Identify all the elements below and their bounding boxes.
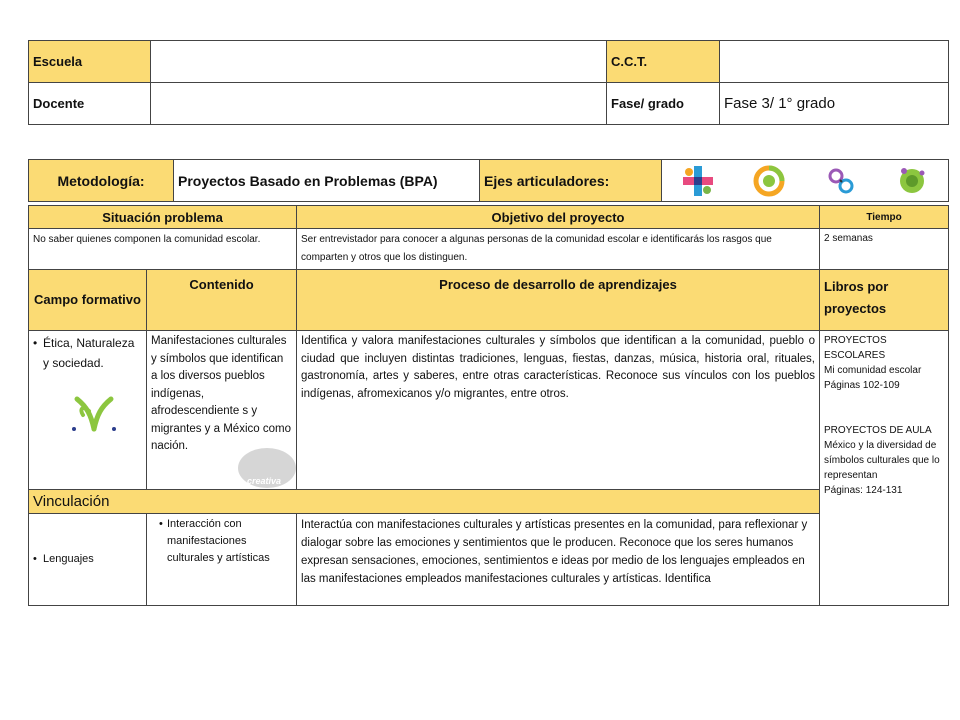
proceso-value: Identifica y valora manifestaciones culturales y símbolos que identifican a la comunidad, pueblo o ciudad que incluyen distintas tradiciones, lenguas, fiestas, danzas, música, historia oral, rituales, gastronomía, artes y saberes, entre otras características. Reconoce sus vínculos con los pueblos indígenas, afromexicanos y/o migrantes, entre otros. xyxy=(297,331,820,490)
igualdad-genero-icon xyxy=(824,164,858,198)
ejes-icons xyxy=(662,160,949,202)
campo-value: Ética, Naturaleza y sociedad. xyxy=(43,336,135,370)
objetivo-value: Ser entrevistador para conocer a algunas personas de la comunidad escolar e identificarás los rasgos que comparten y otros que los distinguen. xyxy=(297,229,820,270)
nem-logo xyxy=(69,385,142,439)
campo-cell xyxy=(29,331,147,490)
v-proceso-value: Interactúa con manifestaciones culturales y artísticas presentes en la comunidad, para reflexionar y dialogar sobre las emociones y sentimientos que le producen. Reconoce que los seres humanos expresan sensaciones, emociones, sentimientos e ideas por medio de los lenguajes empleados en las manifestaciones empleados manifestaciones culturales y artísticas. Identifica xyxy=(297,514,820,606)
metodologia-label: Metodología: xyxy=(29,160,174,202)
docente-label: Docente xyxy=(29,83,151,125)
v-contenido-value: Interacción con manifestaciones culturales y artísticas xyxy=(167,518,270,564)
interculturalidad-icon xyxy=(752,164,786,198)
tiempo-header: Tiempo xyxy=(820,206,949,229)
libros-header: Libros por proyectos xyxy=(820,270,949,331)
objetivo-header: Objetivo del proyecto xyxy=(297,206,820,229)
ejes-label: Ejes articuladores: xyxy=(480,160,662,202)
v-contenido-cell xyxy=(147,514,297,606)
v-campo-cell xyxy=(29,514,147,606)
cct-field[interactable] xyxy=(720,41,949,83)
libros-line-5: Páginas: 124-131 xyxy=(824,485,903,496)
libros-line-4: PROYECTOS DE AULA México y la diversidad de símbolos culturales que lo representan xyxy=(824,425,940,481)
cct-label: C.C.T. xyxy=(607,41,720,83)
proceso-header: Proceso de desarrollo de aprendizajes xyxy=(297,270,820,331)
metodologia-value: Proyectos Basado en Problemas (BPA) xyxy=(174,160,480,202)
vinculacion-header: Vinculación xyxy=(29,490,820,514)
v-campo-value: Lenguajes xyxy=(43,553,94,565)
libros-cell xyxy=(820,331,949,606)
fase-label: Fase/ grado xyxy=(607,83,720,125)
campo-header: Campo formativo xyxy=(29,270,147,331)
vida-saludable-icon xyxy=(895,164,929,198)
escuela-field[interactable] xyxy=(151,41,607,83)
inclusion-icon xyxy=(681,164,715,198)
methodology-table xyxy=(28,159,949,202)
fase-field[interactable]: Fase 3/ 1° grado xyxy=(720,83,949,125)
libros-line-2: Mi comunidad escolar xyxy=(824,365,922,376)
situacion-header: Situación problema xyxy=(29,206,297,229)
school-info-table xyxy=(28,40,949,125)
escuela-label: Escuela xyxy=(29,41,151,83)
situacion-value: No saber quienes componen la comunidad escolar. xyxy=(29,229,297,270)
libros-line-1: PROYECTOS ESCOLARES xyxy=(824,335,887,361)
tiempo-value: 2 semanas xyxy=(820,229,949,270)
watermark-text: creativa xyxy=(247,476,282,486)
contenido-value: Manifestaciones culturales y símbolos que identifican a los diversos pueblos indígenas, afrodescendiente s y migrantes y a México como nación. xyxy=(147,331,297,490)
docente-field[interactable] xyxy=(151,83,607,125)
libros-line-3: Páginas 102-109 xyxy=(824,380,900,391)
planning-table xyxy=(28,205,949,606)
contenido-header: Contenido xyxy=(147,270,297,331)
